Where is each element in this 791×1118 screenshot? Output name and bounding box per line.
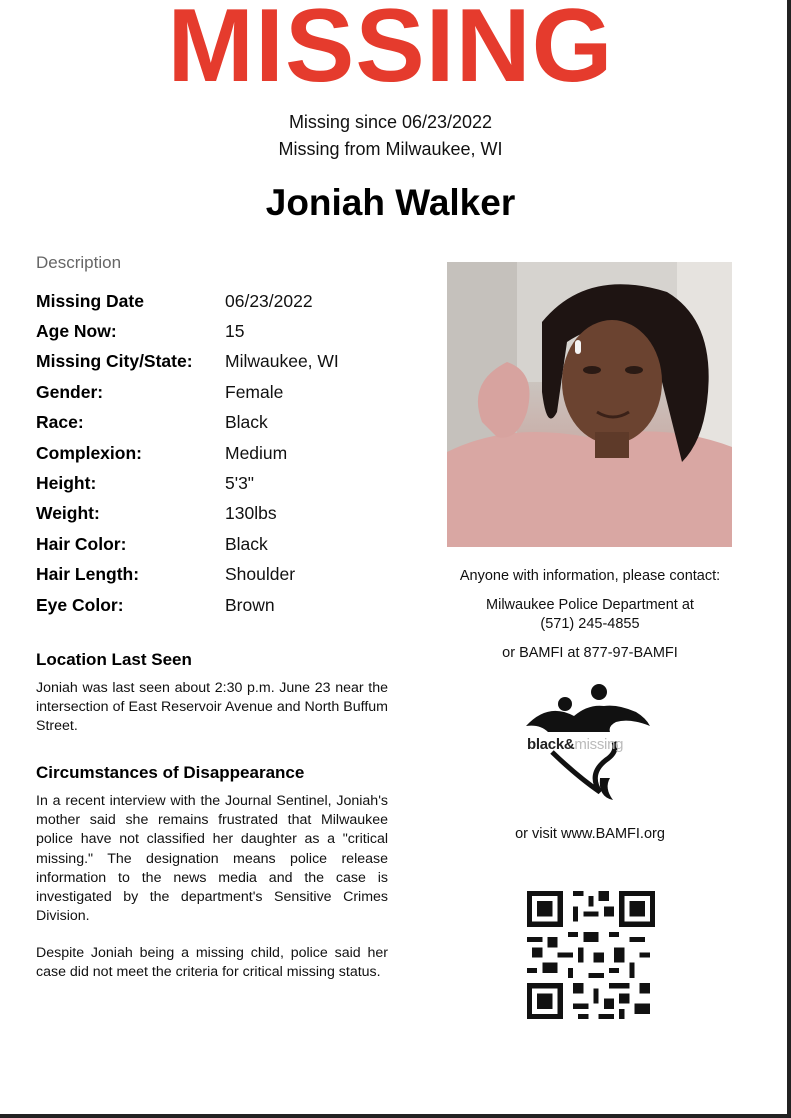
detail-row-complexion (36, 438, 339, 468)
detail-label: Missing City/State: (36, 351, 193, 372)
logo-word-missing: missing (574, 736, 624, 753)
detail-row-race (36, 408, 339, 438)
missing-since: Missing since 06/23/2022 (288, 112, 493, 132)
detail-label: Eye Color: (36, 594, 124, 615)
contact-alt: or BAMFI at 877-97-BAMFI (502, 645, 678, 661)
location-text: Joniah was last seen about 2:30 p.m. June 23 near the intersection of East Reservoir Avenue and North Buffum Street. (36, 680, 388, 735)
contact-phone: (571) 245-4855 (540, 616, 640, 632)
detail-value: Female (225, 381, 284, 402)
detail-value: Medium (225, 442, 288, 463)
detail-row-eye-color (36, 590, 339, 620)
detail-label: Missing Date (36, 290, 144, 311)
logo-ampersand: & (563, 736, 575, 753)
detail-label: Height: (36, 473, 97, 494)
detail-value: Milwaukee, WI (225, 351, 339, 372)
detail-value: 15 (225, 321, 245, 342)
missing-headline: MISSING (167, 0, 614, 104)
detail-row-gender (36, 377, 339, 407)
missing-from: Missing from Milwaukee, WI (278, 139, 503, 159)
detail-label: Weight: (36, 503, 100, 524)
person-photo (447, 262, 732, 547)
circumstances-paragraph-2: Despite Joniah being a missing child, police said her case did not meet the criteria for critical missing status. (36, 945, 388, 981)
person-photo-illustration (447, 262, 732, 547)
detail-label: Age Now: (36, 321, 117, 342)
location-heading: Location Last Seen (36, 650, 192, 669)
logo-text (527, 736, 623, 753)
contact-department: Milwaukee Police Department at (486, 597, 694, 613)
circumstances-paragraph-1: In a recent interview with the Journal Sentinel, Joniah's mother said she remains frustrated that Milwaukee police have not classified her daughter as a "critical missing." The designation means police release information to the news media and the case is investigated by the department's Sensitive Crimes Division. (36, 793, 388, 925)
detail-row-height (36, 468, 339, 498)
circumstances-heading: Circumstances of Disappearance (36, 763, 305, 782)
detail-value: 130lbs (225, 503, 277, 524)
detail-label: Hair Color: (36, 533, 127, 554)
qr-code-icon (527, 891, 655, 1019)
detail-row-age (36, 316, 339, 346)
description-heading: Description (36, 253, 122, 272)
detail-row-missing-date (36, 286, 339, 316)
detail-label: Hair Length: (36, 564, 140, 585)
detail-label: Gender: (36, 381, 104, 402)
details-table (36, 286, 339, 620)
detail-value: Shoulder (225, 564, 296, 585)
frame-border-bottom (0, 1114, 791, 1118)
detail-value: Black (225, 412, 268, 433)
contact-visit: or visit www.BAMFI.org (515, 826, 665, 842)
detail-value: 5'3" (225, 473, 255, 494)
detail-row-hair-color (36, 529, 339, 559)
frame-border-right (787, 0, 791, 1118)
detail-row-city-state (36, 347, 339, 377)
detail-label: Complexion: (36, 442, 142, 463)
detail-label: Race: (36, 412, 84, 433)
person-name: Joniah Walker (265, 182, 516, 223)
detail-value: 06/23/2022 (225, 290, 313, 311)
detail-row-weight (36, 499, 339, 529)
detail-value: Brown (225, 594, 275, 615)
contact-intro: Anyone with information, please contact: (459, 568, 721, 584)
logo-word-black: black (527, 736, 564, 753)
detail-value: Black (225, 533, 268, 554)
detail-row-hair-length (36, 560, 339, 590)
